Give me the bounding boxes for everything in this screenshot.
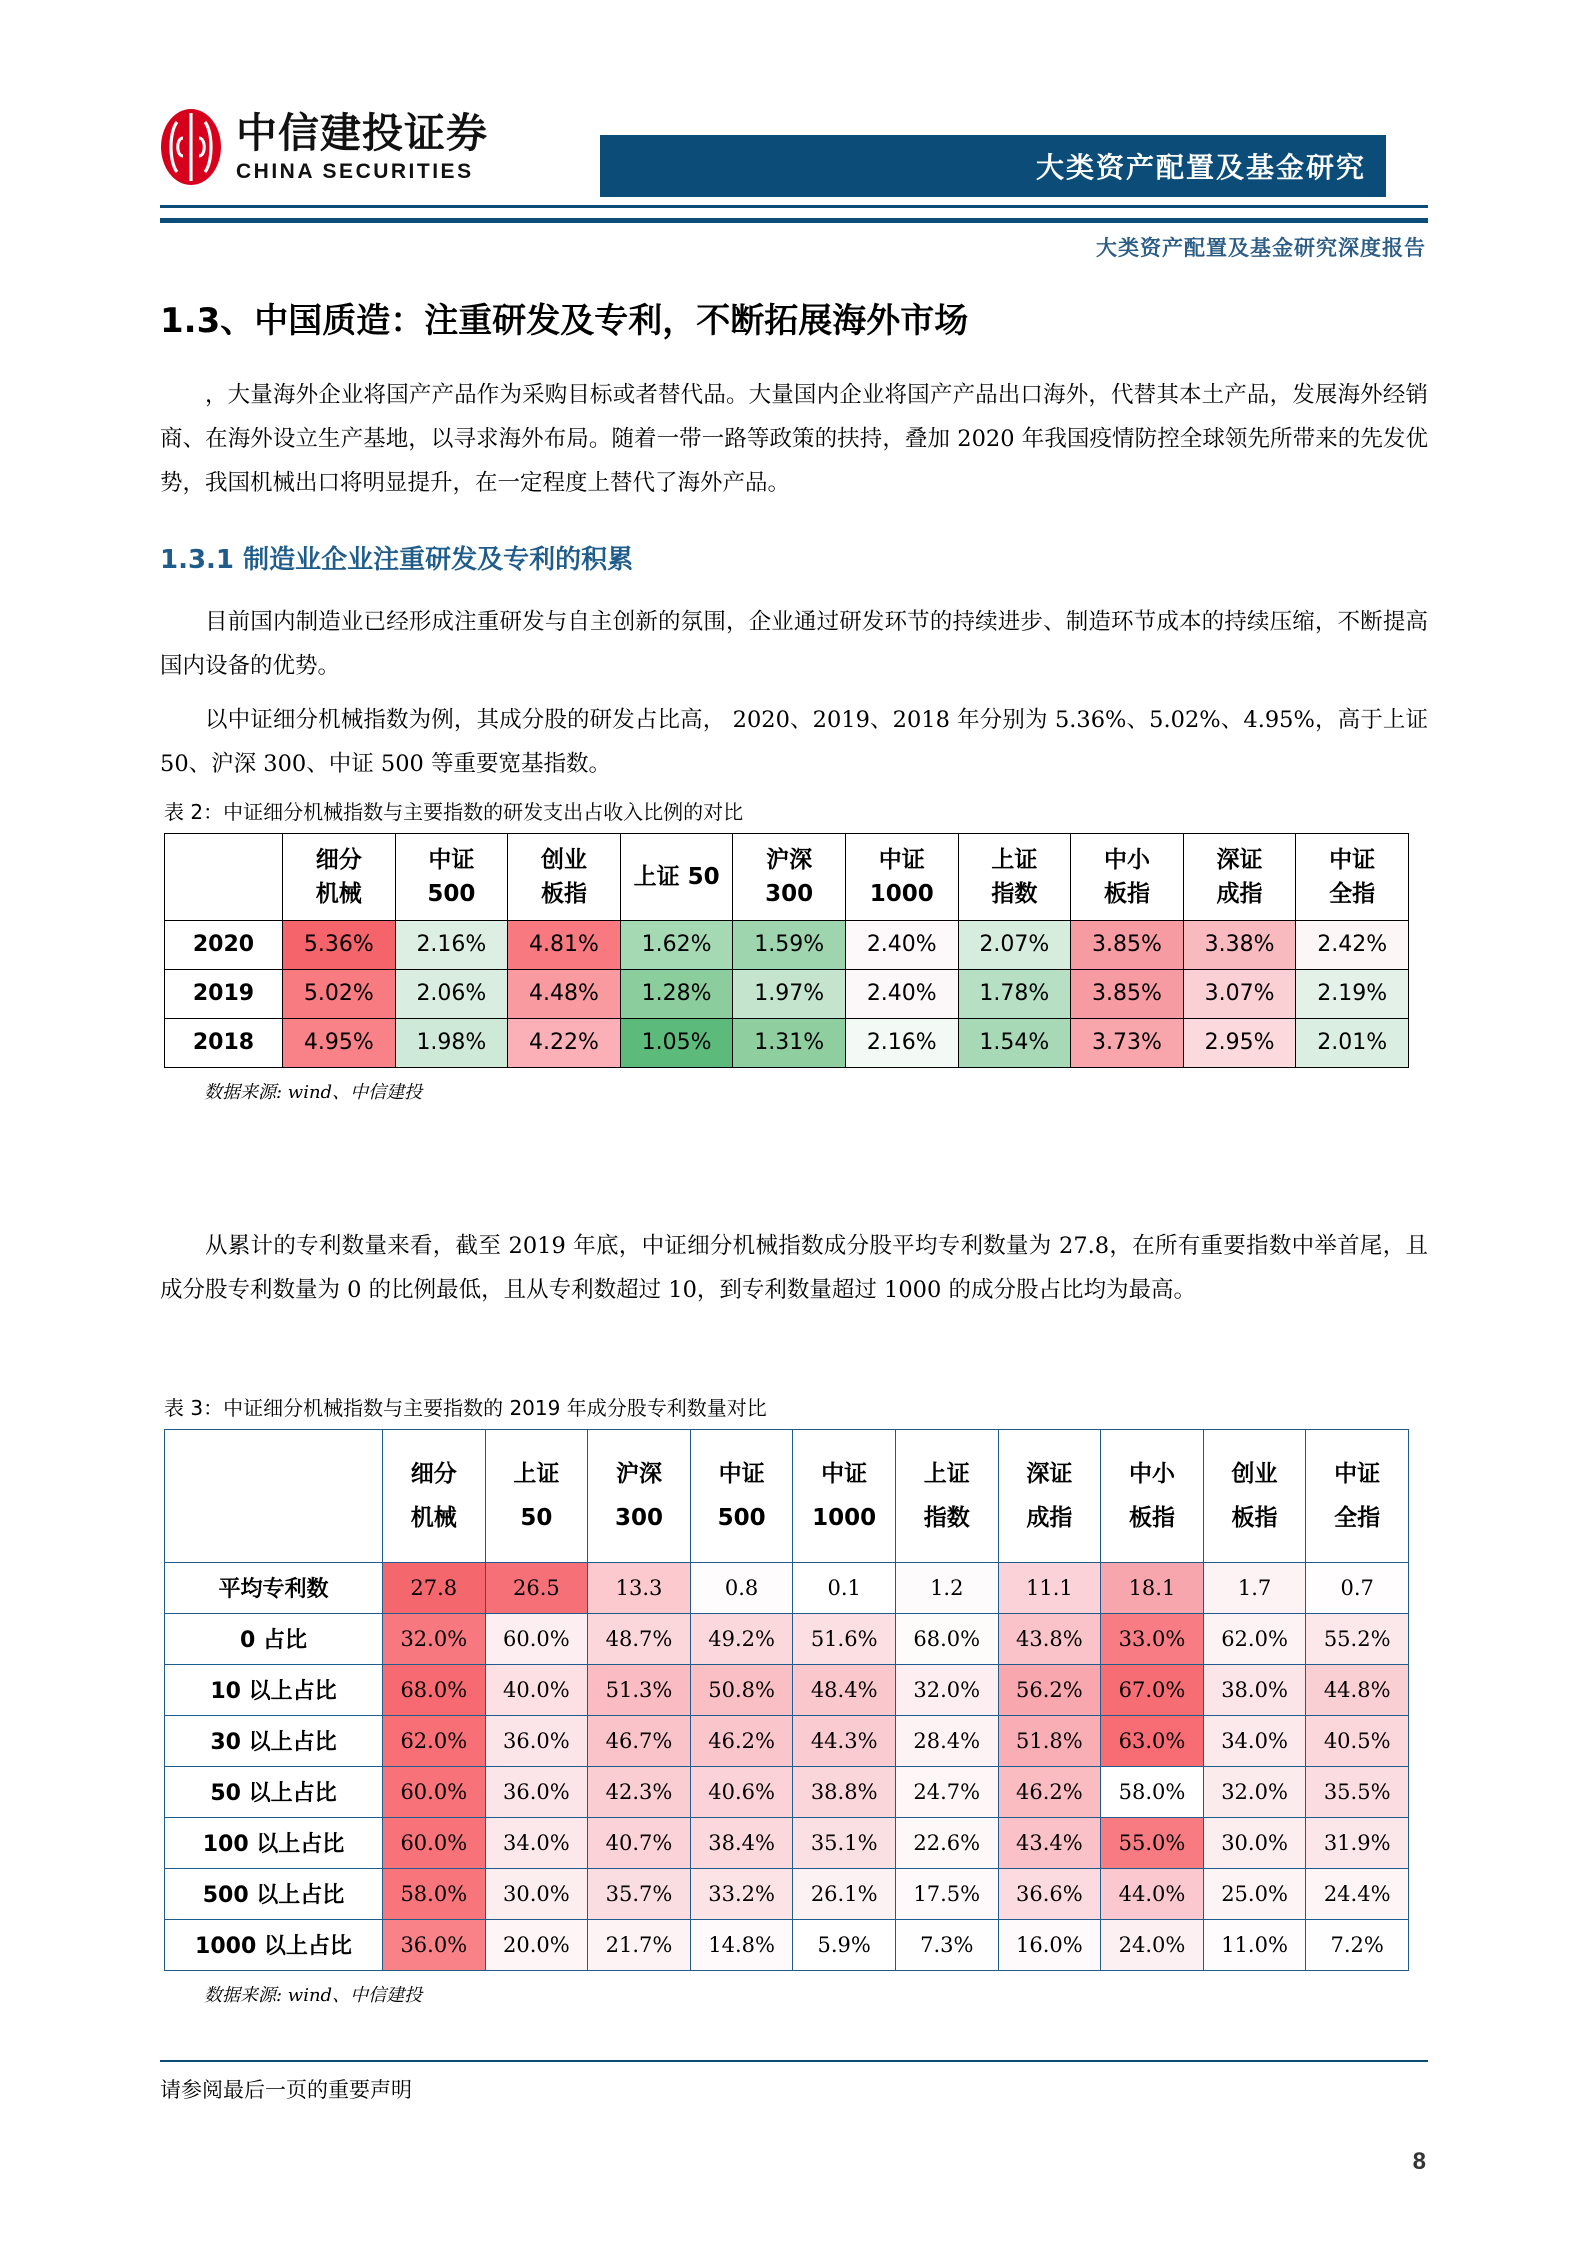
paragraph-1: ，大量海外企业将国产产品作为采购目标或者替代品。大量国内企业将国产产品出口海外，代替其本土产品，发展海外经销商、在海外设立生产基地，以寻求海外布局。随着一带一路等政策的扶持，叠加 2020 年我国疫情防控全球领先所带来的先发优势，我国机械出口将明显提升，在一定程度上替代了海外产品。 [160, 381, 1428, 496]
row-header: 2019 [165, 969, 283, 1018]
patent-cell: 35.1% [793, 1817, 896, 1868]
patent-cell: 36.0% [485, 1766, 588, 1817]
patent-cell: 50.8% [690, 1664, 793, 1715]
patent-cell: 48.7% [588, 1613, 691, 1664]
column-header-8: 中小 板指 [1101, 1429, 1204, 1562]
table-row [165, 1868, 1409, 1919]
patent-cell: 0.8 [690, 1562, 793, 1613]
row-header: 1000 以上占比 [165, 1919, 383, 1970]
table-row [165, 1817, 1409, 1868]
rd-ratio-cell: 5.36% [283, 920, 396, 969]
report-subtitle: 大类资产配置及基金研究深度报告 [1096, 236, 1426, 260]
patent-cell: 36.0% [485, 1715, 588, 1766]
patent-cell: 35.7% [588, 1868, 691, 1919]
table3-header-row [165, 1429, 1409, 1562]
rd-ratio-cell: 1.59% [733, 920, 846, 969]
column-header-0 [165, 1429, 383, 1562]
patent-cell: 13.3 [588, 1562, 691, 1613]
rd-ratio-cell: 5.02% [283, 969, 396, 1018]
patent-cell: 40.0% [485, 1664, 588, 1715]
patent-cell: 5.9% [793, 1919, 896, 1970]
patent-cell: 11.0% [1203, 1919, 1306, 1970]
row-header: 30 以上占比 [165, 1715, 383, 1766]
patent-cell: 32.0% [1203, 1766, 1306, 1817]
patent-cell: 28.4% [895, 1715, 998, 1766]
table-row [165, 969, 1409, 1018]
patent-cell: 38.4% [690, 1817, 793, 1868]
table-row [165, 1919, 1409, 1970]
column-header-7: 深证 成指 [998, 1429, 1101, 1562]
rd-ratio-cell: 2.40% [845, 969, 958, 1018]
patent-cell: 46.2% [690, 1715, 793, 1766]
page-content [160, 300, 1428, 2007]
row-header: 50 以上占比 [165, 1766, 383, 1817]
patent-cell: 33.0% [1101, 1613, 1204, 1664]
patent-cell: 24.4% [1306, 1868, 1409, 1919]
patent-cell: 26.1% [793, 1868, 896, 1919]
logo-text-english: CHINA SECURITIES [236, 159, 474, 183]
patent-cell: 17.5% [895, 1868, 998, 1919]
patent-cell: 34.0% [1203, 1715, 1306, 1766]
banner-title: 大类资产配置及基金研究 [1035, 151, 1366, 184]
page-title: 1.3、中国质造：注重研发及专利，不断拓展海外市场 [160, 301, 969, 341]
patent-cell: 60.0% [383, 1817, 486, 1868]
patent-cell: 24.7% [895, 1766, 998, 1817]
paragraph-3: 以中证细分机械指数为例，其成分股的研发占比高， 2020、2019、2018 年分别为 5.36%、5.02%、4.95%，高于上证 50、沪深 300、中证 500 等重要宽基指数。 [160, 706, 1428, 777]
patent-cell: 11.1 [998, 1562, 1101, 1613]
rd-ratio-cell: 4.81% [508, 920, 621, 969]
rd-ratio-cell: 2.19% [1296, 969, 1409, 1018]
patent-cell: 14.8% [690, 1919, 793, 1970]
patent-cell: 33.2% [690, 1868, 793, 1919]
header-rule-top [160, 205, 1428, 208]
patent-cell: 42.3% [588, 1766, 691, 1817]
rd-ratio-cell: 3.07% [1183, 969, 1296, 1018]
rd-ratio-cell: 4.95% [283, 1018, 396, 1067]
row-header: 平均专利数 [165, 1562, 383, 1613]
patent-cell: 30.0% [1203, 1817, 1306, 1868]
column-header-2: 上证 50 [485, 1429, 588, 1562]
patent-cell: 32.0% [895, 1664, 998, 1715]
patent-cell: 58.0% [383, 1868, 486, 1919]
patent-cell: 25.0% [1203, 1868, 1306, 1919]
patent-cell: 60.0% [383, 1766, 486, 1817]
rd-ratio-cell: 1.54% [958, 1018, 1071, 1067]
column-header-5: 中证 1000 [793, 1429, 896, 1562]
logo-text-chinese: 中信建投证券 [236, 108, 488, 157]
table3-caption: 表 3：中证细分机械指数与主要指数的 2019 年成分股专利数量对比 [164, 1395, 767, 1420]
patent-cell: 24.0% [1101, 1919, 1204, 1970]
page-header [0, 0, 1586, 290]
patent-cell: 31.9% [1306, 1817, 1409, 1868]
patent-cell: 0.7 [1306, 1562, 1409, 1613]
patent-cell: 55.2% [1306, 1613, 1409, 1664]
patent-cell: 32.0% [383, 1613, 486, 1664]
column-header-8: 中小 板指 [1071, 833, 1184, 920]
table-rd-expense-ratio [164, 833, 1409, 1068]
row-header: 2020 [165, 920, 283, 969]
patent-cell: 62.0% [383, 1715, 486, 1766]
column-header-10: 中证 全指 [1306, 1429, 1409, 1562]
patent-cell: 46.2% [998, 1766, 1101, 1817]
column-header-10: 中证 全指 [1296, 833, 1409, 920]
column-header-4: 上证 50 [620, 833, 733, 920]
table-row [165, 1715, 1409, 1766]
rd-ratio-cell: 4.22% [508, 1018, 621, 1067]
patent-cell: 43.4% [998, 1817, 1101, 1868]
rd-ratio-cell: 1.97% [733, 969, 846, 1018]
table-patent-counts [164, 1429, 1409, 1971]
rd-ratio-cell: 1.62% [620, 920, 733, 969]
patent-cell: 51.8% [998, 1715, 1101, 1766]
rd-ratio-cell: 1.78% [958, 969, 1071, 1018]
patent-cell: 18.1 [1101, 1562, 1204, 1613]
patent-cell: 63.0% [1101, 1715, 1204, 1766]
patent-cell: 43.8% [998, 1613, 1101, 1664]
patent-cell: 26.5 [485, 1562, 588, 1613]
patent-cell: 27.8 [383, 1562, 486, 1613]
header-banner [600, 135, 1386, 197]
column-header-1: 细分 机械 [383, 1429, 486, 1562]
page-number: 8 [1412, 2148, 1426, 2175]
patent-cell: 48.4% [793, 1664, 896, 1715]
rd-ratio-cell: 3.38% [1183, 920, 1296, 969]
table2-header-row [165, 833, 1409, 920]
patent-cell: 21.7% [588, 1919, 691, 1970]
rd-ratio-cell: 3.85% [1071, 920, 1184, 969]
column-header-7: 上证 指数 [958, 833, 1071, 920]
paragraph-4: 从累计的专利数量来看，截至 2019 年底，中证细分机械指数成分股平均专利数量为 27.8，在所有重要指数中举首尾，且成分股专利数量为 0 的比例最低，且从专利数超过 10，到专利数量超过 1000 的成分股占比均为最高。 [160, 1232, 1428, 1303]
patent-cell: 68.0% [895, 1613, 998, 1664]
patent-cell: 38.8% [793, 1766, 896, 1817]
row-header: 500 以上占比 [165, 1868, 383, 1919]
column-header-2: 中证 500 [395, 833, 508, 920]
patent-cell: 34.0% [485, 1817, 588, 1868]
column-header-9: 深证 成指 [1183, 833, 1296, 920]
rd-ratio-cell: 2.40% [845, 920, 958, 969]
rd-ratio-cell: 3.73% [1071, 1018, 1184, 1067]
rd-ratio-cell: 1.98% [395, 1018, 508, 1067]
patent-cell: 58.0% [1101, 1766, 1204, 1817]
rd-ratio-cell: 2.07% [958, 920, 1071, 969]
patent-cell: 20.0% [485, 1919, 588, 1970]
paragraph-2: 目前国内制造业已经形成注重研发与自主创新的氛围，企业通过研发环节的持续进步、制造环节成本的持续压缩，不断提高国内设备的优势。 [160, 608, 1428, 679]
patent-cell: 62.0% [1203, 1613, 1306, 1664]
table2-source: 数据来源: wind、中信建投 [204, 1081, 423, 1103]
patent-cell: 44.8% [1306, 1664, 1409, 1715]
table2-caption: 表 2：中证细分机械指数与主要指数的研发支出占收入比例的对比 [164, 799, 744, 824]
table-row [165, 1562, 1409, 1613]
patent-cell: 40.7% [588, 1817, 691, 1868]
patent-cell: 44.0% [1101, 1868, 1204, 1919]
logo-text-block [236, 108, 488, 183]
patent-cell: 7.3% [895, 1919, 998, 1970]
patent-cell: 38.0% [1203, 1664, 1306, 1715]
patent-cell: 36.6% [998, 1868, 1101, 1919]
patent-cell: 22.6% [895, 1817, 998, 1868]
patent-cell: 67.0% [1101, 1664, 1204, 1715]
column-header-4: 中证 500 [690, 1429, 793, 1562]
row-header: 2018 [165, 1018, 283, 1067]
rd-ratio-cell: 2.06% [395, 969, 508, 1018]
patent-cell: 7.2% [1306, 1919, 1409, 1970]
patent-cell: 49.2% [690, 1613, 793, 1664]
patent-cell: 60.0% [485, 1613, 588, 1664]
patent-cell: 68.0% [383, 1664, 486, 1715]
company-logo [160, 108, 488, 186]
table-row [165, 1613, 1409, 1664]
table-row [165, 1664, 1409, 1715]
rd-ratio-cell: 3.85% [1071, 969, 1184, 1018]
patent-cell: 1.7 [1203, 1562, 1306, 1613]
column-header-6: 上证 指数 [895, 1429, 998, 1562]
patent-cell: 30.0% [485, 1868, 588, 1919]
row-header: 0 占比 [165, 1613, 383, 1664]
rd-ratio-cell: 2.95% [1183, 1018, 1296, 1067]
patent-cell: 46.7% [588, 1715, 691, 1766]
patent-cell: 44.3% [793, 1715, 896, 1766]
column-header-5: 沪深 300 [733, 833, 846, 920]
table-row [165, 1766, 1409, 1817]
rd-ratio-cell: 2.42% [1296, 920, 1409, 969]
table-row [165, 920, 1409, 969]
row-header: 100 以上占比 [165, 1817, 383, 1868]
rd-ratio-cell: 1.31% [733, 1018, 846, 1067]
rd-ratio-cell: 1.28% [620, 969, 733, 1018]
header-rule-bottom [160, 218, 1428, 223]
patent-cell: 51.6% [793, 1613, 896, 1664]
patent-cell: 55.0% [1101, 1817, 1204, 1868]
patent-cell: 56.2% [998, 1664, 1101, 1715]
column-header-6: 中证 1000 [845, 833, 958, 920]
patent-cell: 51.3% [588, 1664, 691, 1715]
rd-ratio-cell: 1.05% [620, 1018, 733, 1067]
rd-ratio-cell: 2.16% [395, 920, 508, 969]
table3-source: 数据来源: wind、中信建投 [204, 1984, 423, 2006]
row-header: 10 以上占比 [165, 1664, 383, 1715]
column-header-3: 沪深 300 [588, 1429, 691, 1562]
rd-ratio-cell: 2.01% [1296, 1018, 1409, 1067]
patent-cell: 36.0% [383, 1919, 486, 1970]
table-row [165, 1018, 1409, 1067]
logo-emblem-icon [160, 108, 222, 186]
patent-cell: 40.6% [690, 1766, 793, 1817]
footer-note: 请参阅最后一页的重要声明 [160, 2078, 412, 2102]
column-header-3: 创业 板指 [508, 833, 621, 920]
rd-ratio-cell: 2.16% [845, 1018, 958, 1067]
patent-cell: 35.5% [1306, 1766, 1409, 1817]
subsection-title: 1.3.1 制造业企业注重研发及专利的积累 [160, 544, 634, 575]
patent-cell: 16.0% [998, 1919, 1101, 1970]
patent-cell: 1.2 [895, 1562, 998, 1613]
footer-rule [160, 2060, 1428, 2062]
column-header-0 [165, 833, 283, 920]
rd-ratio-cell: 4.48% [508, 969, 621, 1018]
column-header-1: 细分 机械 [283, 833, 396, 920]
patent-cell: 0.1 [793, 1562, 896, 1613]
patent-cell: 40.5% [1306, 1715, 1409, 1766]
column-header-9: 创业 板指 [1203, 1429, 1306, 1562]
